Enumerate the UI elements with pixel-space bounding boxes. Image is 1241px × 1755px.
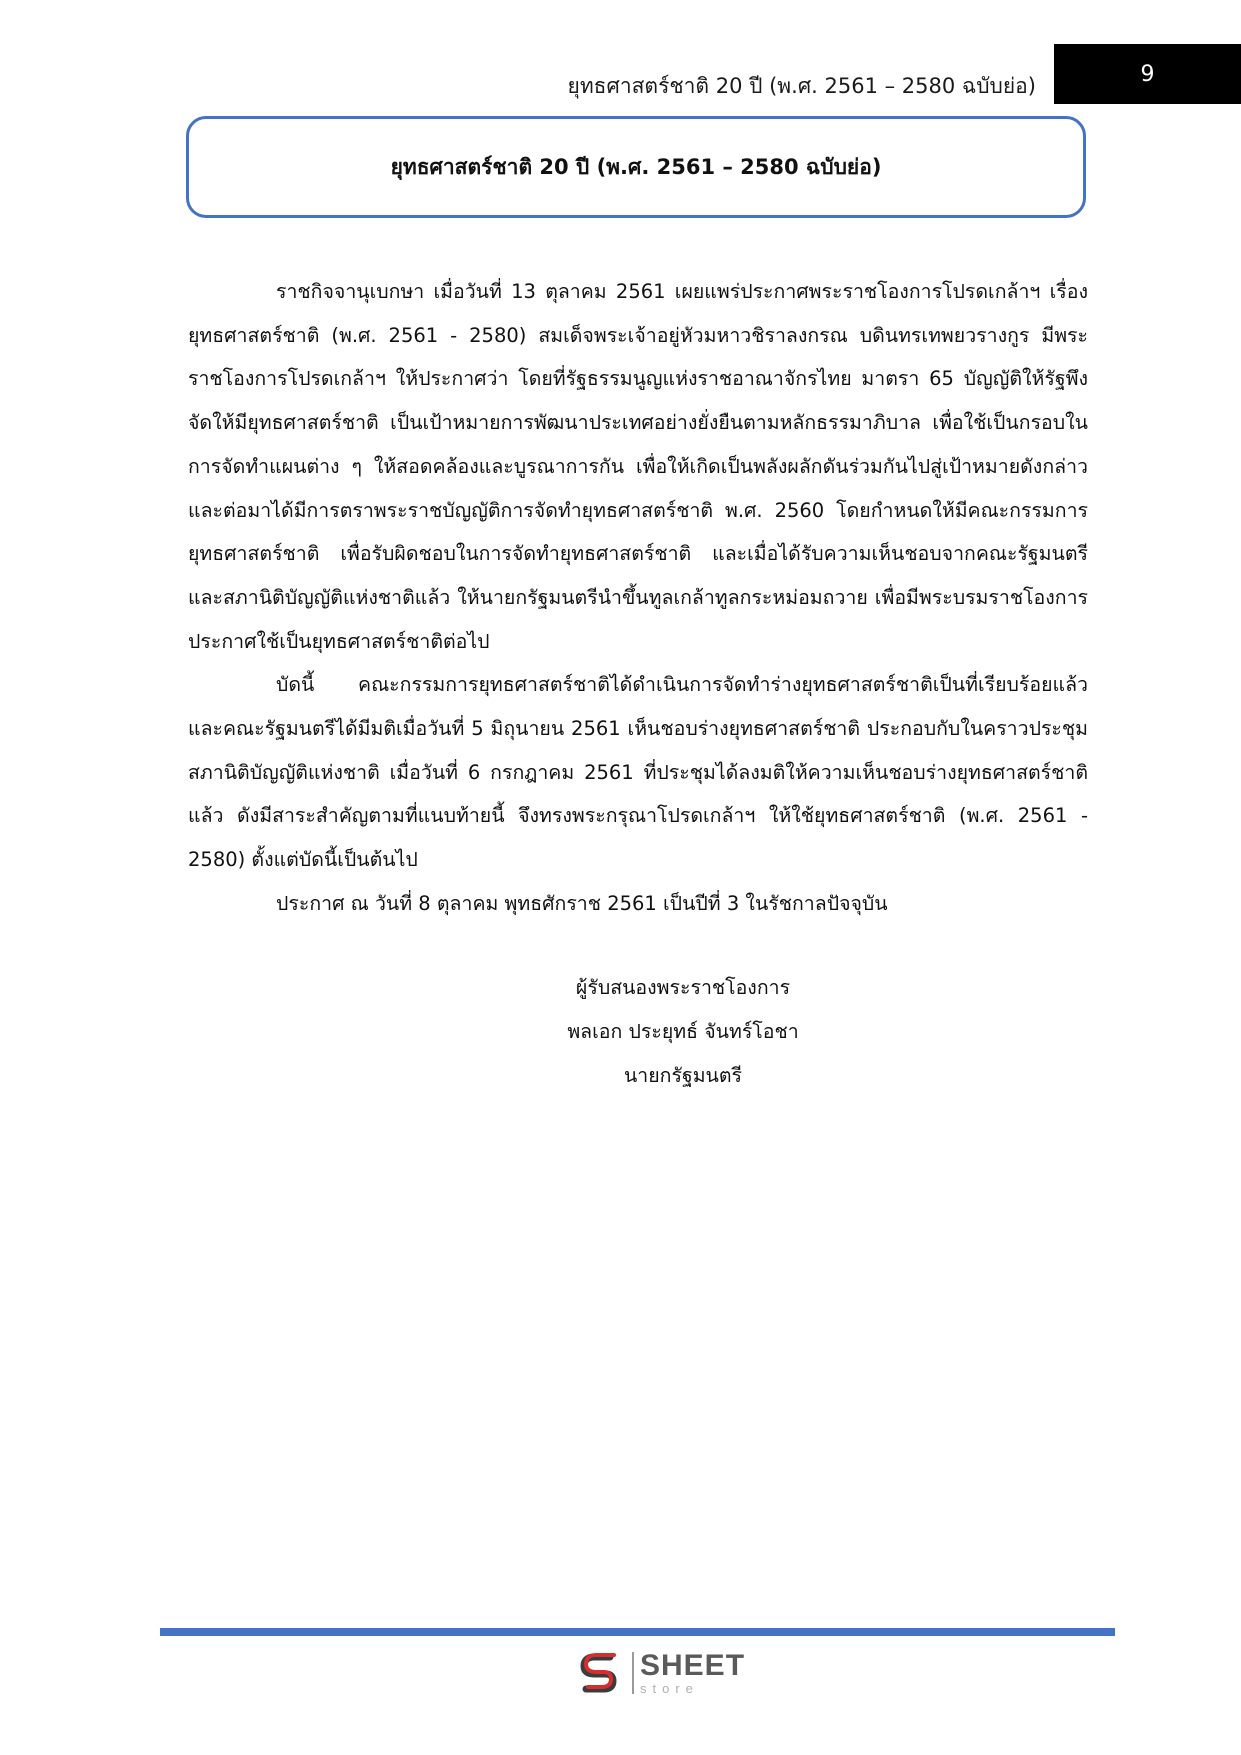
paragraph: บัดนี้ คณะกรรมการยุทธศาสตร์ชาติได้ดำเนินการจัดทำร่างยุทธศาสตร์ชาติเป็นที่เรียบร้อยแล้ว และคณะรัฐมนตรีได้มีมติเมื่อวันที่ 5 มิถุนายน 2561 เห็นชอบร่างยุทธศาสตร์ชาติ ประกอบกับในคราวประชุมสภานิติบัญญัติแห่งชาติ เมื่อวันที่ 6 กรกฎาคม 2561 ที่ประชุมได้ลงมติให้ความเห็นชอบร่างยุทธศาสตร์ชาติแล้ว ดังมีสาระสำคัญตามที่แนบท้ายนี้ จึงทรงพระกรุณาโปรดเกล้าฯ ให้ใช้ยุทธศาสตร์ชาติ (พ.ศ. 2561 - 2580) ตั้งแต่บัดนี้เป็นต้นไป	[188, 673, 1088, 872]
running-header-title: ยุทธศาสตร์ชาติ 20 ปี (พ.ศ. 2561 – 2580 ฉบับย่อ)	[567, 74, 1036, 98]
footer-logo	[576, 1645, 745, 1701]
signature-countersign-label: ผู้รับสนองพระราชโองการ	[575, 976, 791, 999]
signature-block	[483, 966, 883, 1098]
logo-wordmark	[640, 1651, 745, 1695]
logo-subtext: store	[640, 1681, 699, 1696]
page-number-box	[1054, 44, 1241, 104]
body-text	[188, 270, 1088, 926]
document-title: ยุทธศาสตร์ชาติ 20 ปี (พ.ศ. 2561 – 2580 ฉบับย่อ)	[390, 154, 882, 179]
sheet-store-logo-icon	[576, 1649, 624, 1697]
paragraph: ราชกิจจานุเบกษา เมื่อวันที่ 13 ตุลาคม 2561 เผยแพร่ประกาศพระราชโองการโปรดเกล้าฯ เรื่อง ยุทธศาสตร์ชาติ (พ.ศ. 2561 - 2580) สมเด็จพระเจ้าอยู่หัวมหาวชิราลงกรณ บดินทรเทพยวรางกูร มีพระราชโองการโปรดเกล้าฯ ให้ประกาศว่า โดยที่รัฐธรรมนูญแห่งราชอาณาจักรไทย มาตรา 65 บัญญัติให้รัฐพึงจัดให้มียุทธศาสตร์ชาติ เป็นเป้าหมายการพัฒนาประเทศอย่างยั่งยืนตามหลักธรรมาภิบาล เพื่อใช้เป็นกรอบในการจัดทำแผนต่าง ๆ ให้สอดคล้องและบูรณาการกัน เพื่อให้เกิดเป็นพลังผลักดันร่วมกันไปสู่เป้าหมายดังกล่าว และต่อมาได้มีการตราพระราชบัญญัติการจัดทำยุทธศาสตร์ชาติ พ.ศ. 2560 โดยกำหนดให้มีคณะกรรมการยุทธศาสตร์ชาติ เพื่อรับผิดชอบในการจัดทำยุทธศาสตร์ชาติ และเมื่อได้รับความเห็นชอบจากคณะรัฐมนตรีและสภานิติบัญญัติแห่งชาติแล้ว ให้นายกรัฐมนตรีนำขึ้นทูลเกล้าทูลกระหม่อมถวาย เพื่อมีพระบรมราชโองการประกาศใช้เป็นยุทธศาสตร์ชาติต่อไป	[188, 280, 1088, 653]
signature-position: นายกรัฐมนตรี	[623, 1064, 743, 1087]
paragraph: ประกาศ ณ วันที่ 8 ตุลาคม พุทธศักราช 2561 เป็นปีที่ 3 ในรัชกาลปัจจุบัน	[276, 891, 888, 915]
footer-rule	[160, 1628, 1115, 1636]
page-number: 9	[1140, 61, 1155, 87]
title-box	[186, 116, 1086, 218]
logo-text: SHEET	[640, 1649, 746, 1682]
signature-name: พลเอก ประยุทธ์ จันทร์โอชา	[567, 1020, 799, 1043]
logo-divider	[632, 1652, 634, 1694]
